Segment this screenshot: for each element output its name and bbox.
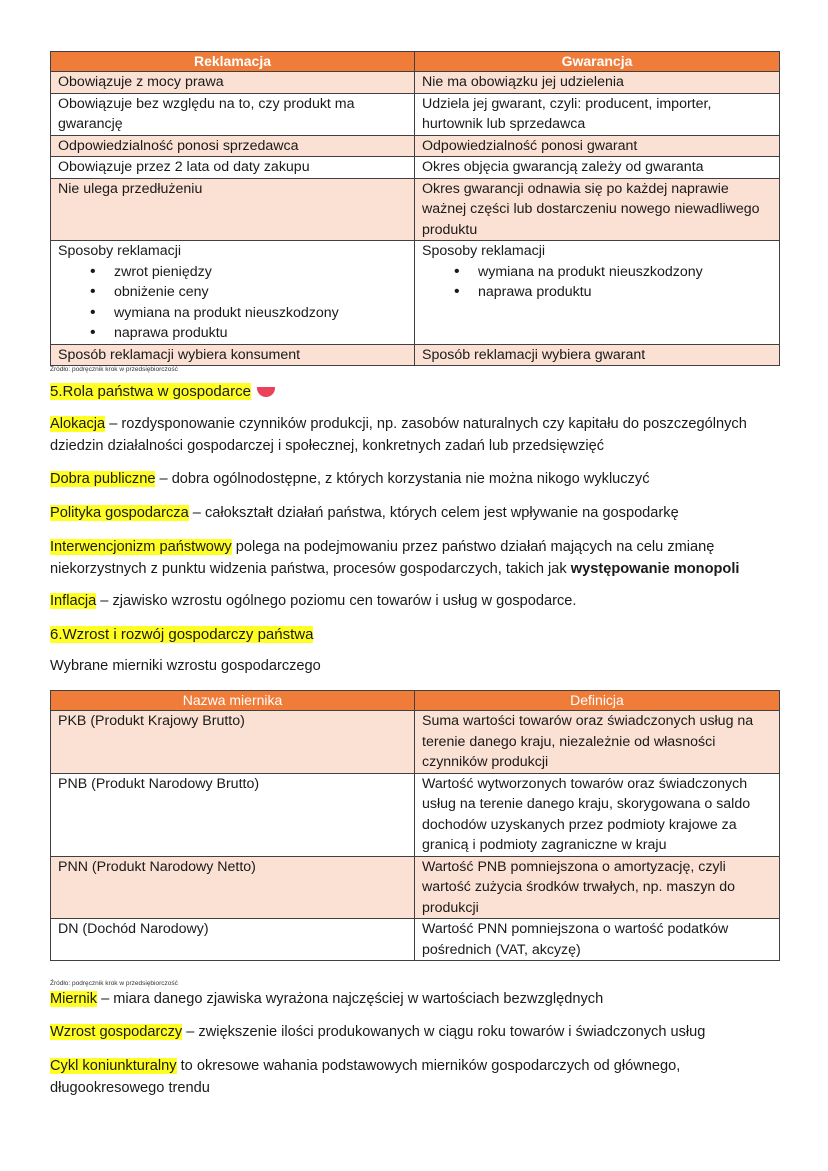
column-header: Definicja (415, 691, 780, 711)
definition-text: – dobra ogólnodostępne, z których korzystania nie można nikogo wykluczyć (155, 471, 650, 487)
table-cell (415, 241, 780, 345)
term: Polityka gospodarcza (50, 505, 189, 521)
definition-text: – całokształt działań państwa, których celem jest wpływanie na gospodarkę (188, 505, 679, 521)
list-item: • naprawa produktu (114, 323, 407, 344)
table-header-row (51, 52, 780, 72)
table-row (51, 135, 780, 157)
section-heading-text: 5.Rola państwa w gospodarce (50, 383, 251, 400)
table-cell: PKB (Produkt Krajowy Brutto) (51, 711, 415, 774)
list-item: • wymiana na produkt nieuszkodzony (114, 303, 407, 324)
term: Wzrost gospodarczy (50, 1024, 183, 1040)
column-header: Nazwa miernika (51, 691, 415, 711)
term: Interwencjonizm państwowy (50, 539, 232, 555)
table-cell: Sposób reklamacji wybiera konsument (51, 344, 415, 366)
lips-icon (257, 387, 275, 397)
definition-paragraph (50, 503, 785, 525)
definition-text: – zwiększenie ilości produkowanych w ciągu roku towarów i świadczonych usług (182, 1024, 706, 1040)
table-cell: Suma wartości towarów oraz świadczonych usług na terenie danego kraju, niezależnie od własności czynników produkcji (415, 711, 780, 774)
list-item: • zwrot pieniędzy (114, 262, 407, 283)
definition-text: to okresowe wahania podstawowych mierników gospodarczych od głównego, długookresowego trendu (50, 1058, 681, 1096)
methods-list (422, 262, 772, 303)
definition-paragraph (50, 1056, 785, 1099)
table-cell: Odpowiedzialność ponosi sprzedawca (51, 135, 415, 157)
table-row (51, 773, 780, 856)
table-header-row (51, 691, 780, 711)
table-cell: Obowiązuje przez 2 lata od daty zakupu (51, 157, 415, 179)
table-cell: Wartość wytworzonych towarów oraz świadczonych usług na terenie danego kraju, skorygowana o saldo dochodów uzyskanych przez podmioty krajowe za granicą i podmioty zagraniczne w kraju (415, 773, 780, 856)
definition-paragraph (50, 1022, 785, 1044)
methods-title: Sposoby reklamacji (58, 243, 182, 259)
table-row (51, 856, 780, 919)
subheading: Wybrane mierniki wzrostu gospodarczego (50, 658, 321, 674)
source-note: Źródło: podręcznik krok w przedsiębiorczość (50, 366, 178, 373)
table-cell: Obowiązuje z mocy prawa (51, 72, 415, 94)
table-cell: PNB (Produkt Narodowy Brutto) (51, 773, 415, 856)
table-cell: Odpowiedzialność ponosi gwarant (415, 135, 780, 157)
column-header: Reklamacja (51, 52, 415, 72)
list-item: • obniżenie ceny (114, 282, 407, 303)
methods-title: Sposoby reklamacji (422, 243, 546, 259)
definition-paragraph (50, 989, 785, 1011)
table-row (51, 344, 780, 366)
table-row (51, 241, 780, 345)
source-note: Źródło: podręcznik krok w przedsiębiorczość (50, 980, 178, 987)
section-heading (50, 381, 275, 403)
definition-paragraph (50, 469, 785, 491)
table-cell: Udziela jej gwarant, czyli: producent, importer, hurtownik lub sprzedawca (415, 93, 780, 135)
table-row (51, 72, 780, 94)
table-row (51, 93, 780, 135)
column-header: Gwarancja (415, 52, 780, 72)
table-cell: Nie ulega przedłużeniu (51, 178, 415, 241)
bold-text: występowanie monopoli (570, 560, 740, 577)
definition-paragraph (50, 414, 785, 457)
term: Cykl koniunkturalny (50, 1058, 177, 1074)
list-item: • wymiana na produkt nieuszkodzony (478, 262, 772, 283)
definition-paragraph (50, 591, 785, 613)
definition-text: – zjawisko wzrostu ogólnego poziomu cen towarów i usług w gospodarce. (96, 593, 577, 609)
term: Miernik (50, 991, 98, 1007)
table-row (51, 157, 780, 179)
definition-paragraph (50, 537, 785, 580)
definition-text: – rozdysponowanie czynników produkcji, np. zasobów naturalnych czy kapitału do poszczególnych dziedzin działalności gospodarczej i społecznej, konkretnych zadań lub przedsięwzięć (50, 416, 747, 454)
methods-list (58, 262, 407, 344)
table-cell: Wartość PNN pomniejszona o wartość podatków pośrednich (VAT, akcyzę) (415, 919, 780, 961)
table-cell: PNN (Produkt Narodowy Netto) (51, 856, 415, 919)
table-row (51, 919, 780, 961)
table-row (51, 711, 780, 774)
table-cell (51, 241, 415, 345)
table-cell: Sposób reklamacji wybiera gwarant (415, 344, 780, 366)
table-cell: Okres gwarancji odnawia się po każdej naprawie ważnej części lub dostarczeniu nowego niewadliwego produktu (415, 178, 780, 241)
table-cell: Wartość PNB pomniejszona o amortyzację, czyli wartość zużycia środków trwałych, np. maszyn do produkcji (415, 856, 780, 919)
section-heading (50, 624, 313, 646)
complaint-vs-warranty-table (50, 51, 780, 366)
definition-text: polega na podejmowaniu przez państwo działań mających na celu zmianę niekorzystnych z punktu widzenia państwa, procesów gospodarczych, takich jak (50, 539, 715, 577)
list-item: • naprawa produktu (478, 282, 772, 303)
term: Dobra publiczne (50, 471, 156, 487)
table-cell: Nie ma obowiązku jej udzielenia (415, 72, 780, 94)
table-cell: Okres objęcia gwarancją zależy od gwaranta (415, 157, 780, 179)
section-heading-text: 6.Wzrost i rozwój gospodarczy państwa (50, 626, 314, 643)
definition-text: – miara danego zjawiska wyrażona najczęściej w wartościach bezwzględnych (97, 991, 604, 1007)
table-cell: DN (Dochód Narodowy) (51, 919, 415, 961)
table-row (51, 178, 780, 241)
term: Alokacja (50, 416, 106, 432)
growth-measures-table (50, 690, 780, 961)
table-cell: Obowiązuje bez względu na to, czy produkt ma gwarancję (51, 93, 415, 135)
term: Inflacja (50, 593, 97, 609)
